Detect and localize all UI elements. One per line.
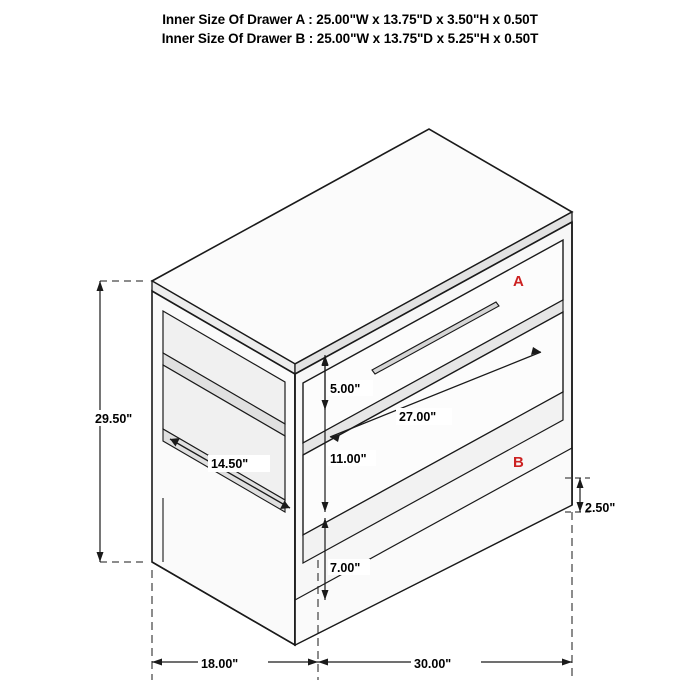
- label-middle-height: 11.00": [330, 452, 367, 466]
- dimension-width-footprint: [318, 655, 572, 672]
- drawer-b-callout: B: [513, 454, 524, 471]
- dimension-overall-height: [92, 281, 148, 562]
- label-front-width: 27.00": [399, 410, 437, 424]
- header-line-drawer-b: Inner Size Of Drawer B : 25.00"W x 13.75"D x 5.25"H x 0.50T: [161, 31, 539, 46]
- label-width-footprint: 30.00": [414, 657, 452, 671]
- label-base-height: 2.50": [585, 501, 616, 515]
- label-lower-opening-height: 7.00": [330, 561, 361, 575]
- dimension-depth-footprint: [152, 655, 318, 672]
- label-upper-opening-height: 5.00": [330, 382, 361, 396]
- label-side-depth: 14.50": [211, 457, 249, 471]
- drawer-a-callout: A: [513, 273, 524, 290]
- header-line-drawer-a: Inner Size Of Drawer A : 25.00"W x 13.75"D x 3.50"H x 0.50T: [162, 12, 538, 27]
- label-depth-footprint: 18.00": [201, 657, 239, 671]
- label-overall-height: 29.50": [95, 412, 133, 426]
